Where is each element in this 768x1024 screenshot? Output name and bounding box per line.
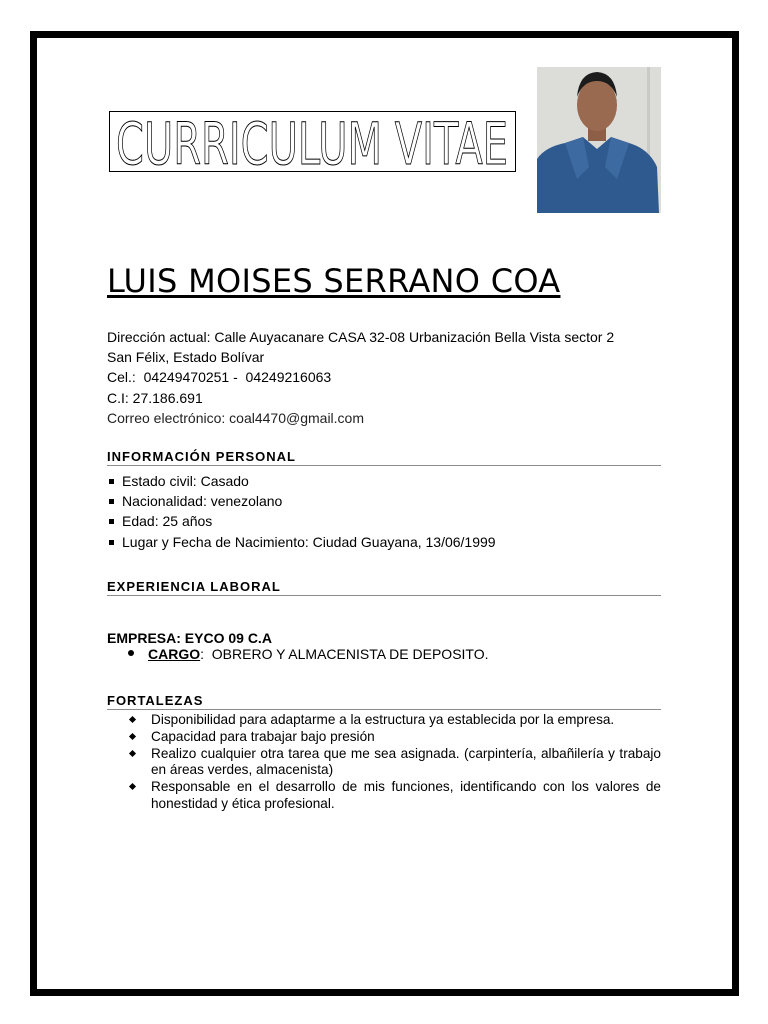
cargo-label: CARGO bbox=[148, 646, 201, 662]
job-position bbox=[128, 646, 489, 662]
list-item: Disponibilidad para adaptarme a la estructura ya establecida por la empresa. bbox=[127, 712, 661, 729]
strengths-list bbox=[127, 712, 661, 813]
address-city: San Félix, Estado Bolívar bbox=[107, 349, 265, 366]
address-line: Dirección actual: Calle Auyacanare CASA 32-08 Urbanización Bella Vista sector 2 bbox=[107, 329, 615, 345]
section-heading-strengths: FORTALEZAS bbox=[107, 693, 661, 710]
list-item: Capacidad para trabajar bajo presión bbox=[127, 729, 661, 746]
cargo-value: : OBRERO Y ALMACENISTA DE DEPOSITO. bbox=[200, 646, 489, 662]
email-line: Correo electrónico: coal4470@gmail.com bbox=[107, 409, 364, 426]
list-item: Estado civil: Casado bbox=[107, 471, 496, 491]
id-number: C.I: 27.186.691 bbox=[107, 389, 203, 406]
personal-info-list bbox=[107, 471, 496, 552]
phone-line: Cel.: 04249470251 - 04249216063 bbox=[107, 369, 332, 386]
list-item: Nacionalidad: venezolano bbox=[107, 491, 496, 511]
applicant-name: LUIS MOISES SERRANO COA bbox=[107, 262, 561, 300]
list-item: Responsable en el desarrollo de mis funciones, identificando con los valores de honestidad y ética profesional. bbox=[127, 779, 661, 813]
list-item: Lugar y Fecha de Nacimiento: Ciudad Guayana, 13/06/1999 bbox=[107, 532, 496, 552]
company-name: EMPRESA: EYCO 09 C.A bbox=[107, 630, 272, 646]
document-title: CURRICULUM VITAE bbox=[116, 110, 508, 178]
section-heading-personal: INFORMACIÓN PERSONAL bbox=[107, 449, 661, 466]
list-item: Realizo cualquier otra tarea que me sea asignada. (carpintería, albañilería y trabajo en áreas verdes, almacenista) bbox=[127, 746, 661, 780]
list-item: Edad: 25 años bbox=[107, 511, 496, 531]
profile-photo bbox=[537, 67, 661, 213]
contact-block bbox=[107, 327, 614, 428]
title-box bbox=[109, 110, 516, 178]
section-heading-experience: EXPERIENCIA LABORAL bbox=[107, 579, 661, 596]
bullet-icon bbox=[128, 650, 134, 656]
